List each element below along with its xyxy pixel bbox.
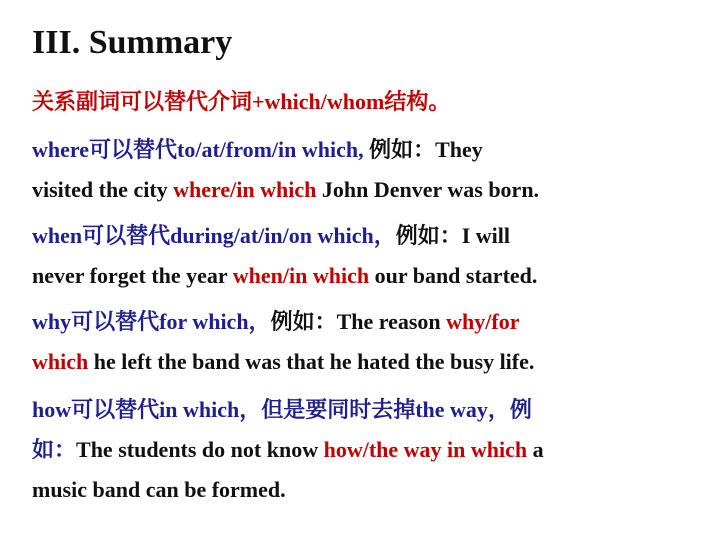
paragraph-line xyxy=(32,302,712,342)
paragraph-line xyxy=(32,342,712,382)
rule-text: when可以替代during/at/in/on which， xyxy=(32,223,396,248)
paragraph-line xyxy=(32,216,712,256)
paragraph-line xyxy=(32,256,712,296)
paragraph-why xyxy=(32,302,712,382)
page-title: III. Summary xyxy=(32,24,233,61)
paragraph-line xyxy=(32,390,712,430)
paragraph-how xyxy=(32,390,712,510)
example-text: a xyxy=(527,437,544,462)
example-text: he left the band was that he hated the busy life. xyxy=(88,349,535,374)
highlight-text: how/the way in which xyxy=(323,437,528,462)
highlight-text: where/in which xyxy=(173,177,317,202)
paragraph-line xyxy=(32,130,712,170)
paragraph-when xyxy=(32,216,712,296)
example-text: 例如：The reason xyxy=(270,309,447,334)
rule-text: 如： xyxy=(32,437,77,462)
example-text: The students do not know xyxy=(76,437,324,462)
example-text: 例如：They xyxy=(363,137,483,162)
example-text: 例如：I will xyxy=(395,223,510,248)
rule-text: why可以替代for which， xyxy=(32,309,271,334)
highlight-text: which xyxy=(32,349,89,374)
example-text: never forget the year xyxy=(32,263,233,288)
paragraph-where xyxy=(32,130,712,210)
paragraph-line xyxy=(32,170,712,210)
highlight-text: why/for xyxy=(446,309,520,334)
example-text: John Denver was born. xyxy=(316,177,540,202)
highlight-text: when/in which xyxy=(232,263,370,288)
example-text: visited the city xyxy=(32,177,174,202)
rule-text: where可以替代to/at/from/in which, xyxy=(32,137,364,162)
intro-rule: 关系副词可以替代介词+which/whom结构。 xyxy=(32,89,451,114)
rule-text: how可以替代in which，但是要同时去掉the way，例 xyxy=(32,397,532,422)
example-text: our band started. xyxy=(369,263,538,288)
paragraph-line: music band can be formed. xyxy=(32,477,286,502)
paragraph-line xyxy=(32,430,712,470)
